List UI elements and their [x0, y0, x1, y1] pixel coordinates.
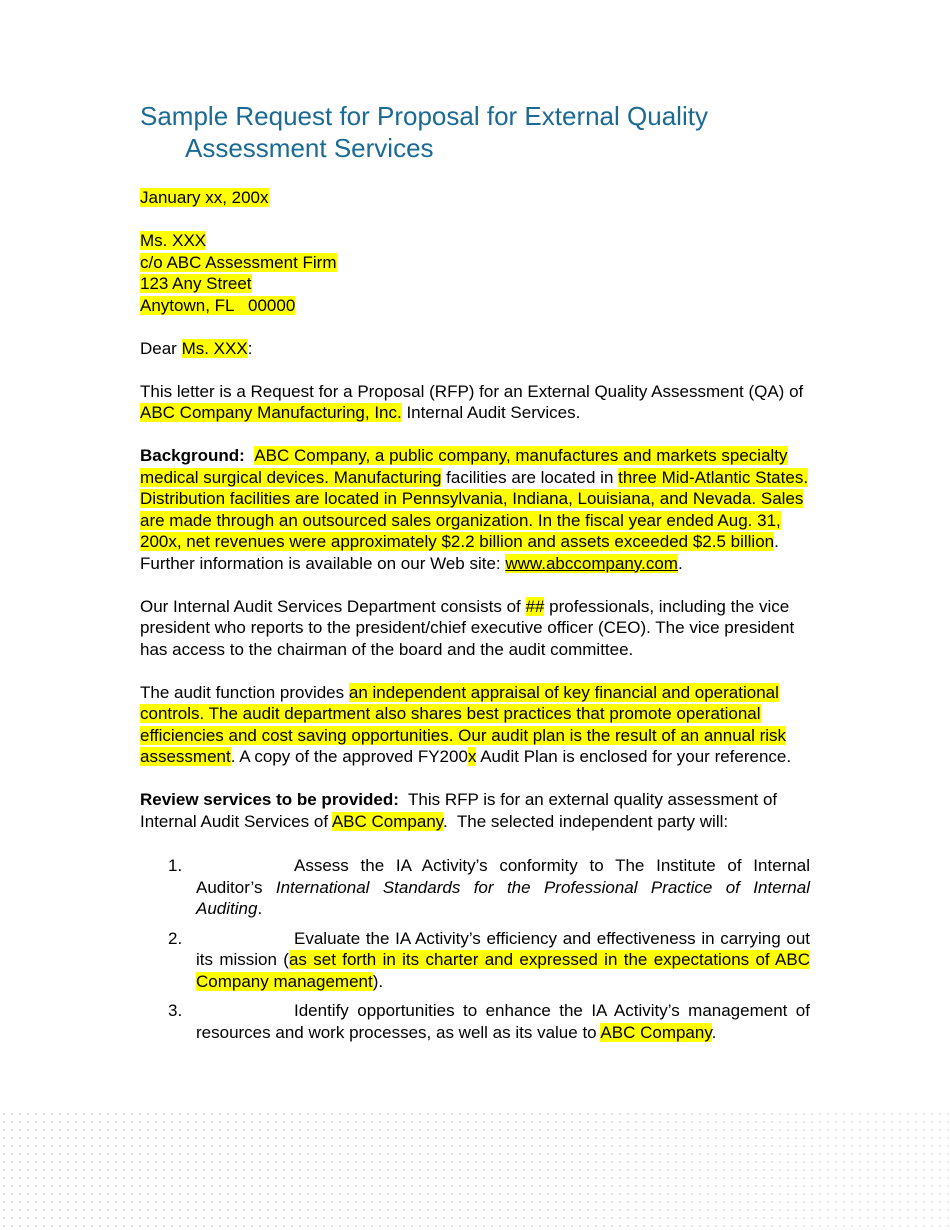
recipient-firm: c/o ABC Assessment Firm: [140, 252, 337, 272]
recipient-city: Anytown, FL 00000: [140, 295, 296, 315]
list-item: 2. Evaluate the IA Activity’s efficiency and effectiveness in carrying out its mission (as set forth in its charter and expressed in the expectations of ABC Company management).: [168, 928, 810, 991]
review-services-paragraph: Review services to be provided: This RFP is for an external quality assessment of Internal Audit Services of ABC Company. The selected independent party will:: [140, 790, 782, 831]
audit-function-paragraph: The audit function provides an independent appraisal of key financial and operational controls. The audit department also shares best practices that promote operational efficiencies and cost saving opportunities. Our audit plan is the result of an annual risk assessment. A copy of the approved FY200x Audit Plan is enclosed for your reference.: [140, 682, 792, 766]
background-label: Background:: [140, 446, 245, 465]
website-link[interactable]: www.abccompany.com: [505, 553, 678, 573]
company-name: ABC Company Manufacturing, Inc.: [140, 403, 402, 422]
list-item: 3. Identify opportunities to enhance the IA Activity’s management of resources and work processes, as well as its value to ABC Company.: [168, 1001, 810, 1042]
professional-count: ##: [525, 596, 545, 616]
list-item: 1. Assess the IA Activity’s conformity to The Institute of Internal Auditor’s International Standards for the Professional Practice of Internal Auditing.: [168, 856, 810, 918]
recipient-name: Ms. XXX: [140, 231, 207, 250]
intro-paragraph: This letter is a Request for a Proposal (RFP) for an External Quality Assessment (QA) of ABC Company Manufacturing, Inc. Internal Audit Services.: [140, 381, 804, 422]
letter-date: January xx, 200x: [140, 188, 269, 207]
document-title: [140, 100, 810, 164]
review-services-label: Review services to be provided:: [140, 790, 399, 809]
title-line-1: Sample Request for Proposal for External Quality: [140, 101, 708, 131]
background-paragraph: Background: ABC Company, a public company, manufactures and markets specialty medical surgical devices. Manufacturing facilities are located in three Mid-Atlantic States. Distribution facilities are located in Pennsylvania, Indiana, Louisiana, and Nevada. Sales are made through an outsourced sales organization. In the fiscal year ended Aug. 31, 200x, net revenues were approximately $2.2 billion and assets exceeded $2.5 billion. Further information is available on our Web site: www.abccompany.com.: [140, 446, 809, 573]
title-line-2: Assessment Services: [185, 133, 434, 163]
dotted-background-pattern: [0, 1110, 950, 1230]
recipient-street: 123 Any Street: [140, 274, 252, 293]
salutation: Dear Ms. XXX:: [140, 338, 253, 358]
services-list: [140, 855, 810, 1043]
recipient-address: [140, 230, 810, 316]
document-page: [140, 100, 810, 1051]
department-paragraph: Our Internal Audit Services Department consists of ## professionals, including the vice president who reports to the president/chief executive officer (CEO). The vice president has access to the chairman of the board and the audit committee.: [140, 596, 795, 659]
